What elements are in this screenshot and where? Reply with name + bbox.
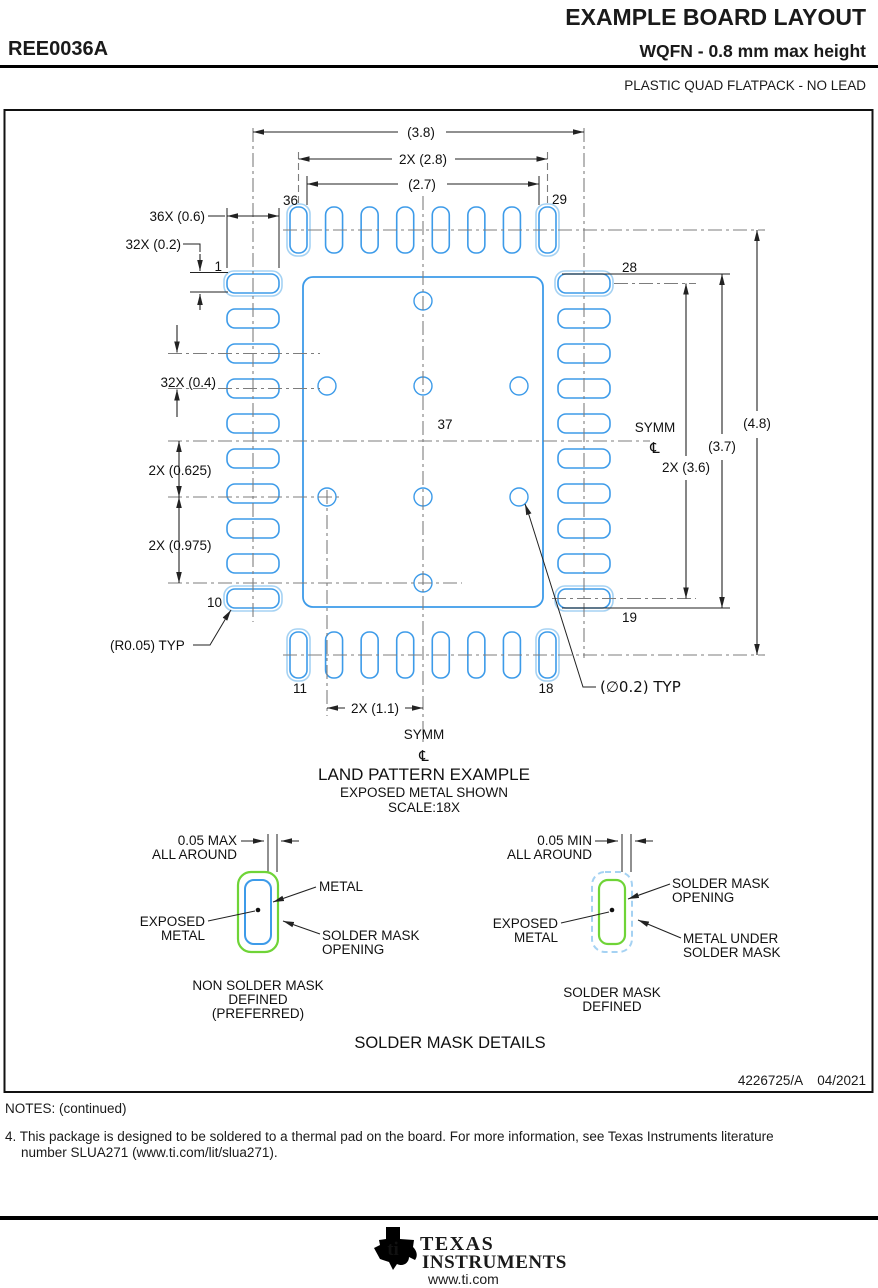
nsmd-exposed-line1: EXPOSED	[139, 914, 205, 929]
dim-3-7: (3.7)	[708, 439, 736, 454]
pin-19: 19	[622, 610, 638, 625]
nsmd-exposed-line2: METAL	[160, 928, 205, 943]
dim-2x-2-8: 2X (2.8)	[398, 152, 448, 167]
dim-2x-3-6: 2X (3.6)	[661, 460, 711, 475]
smd-tol-line1: 0.05 MIN	[537, 833, 592, 848]
pin-28: 28	[622, 260, 638, 275]
svg-text:ti: ti	[387, 1239, 399, 1260]
radius-typ-label: (R0.05) TYP	[110, 638, 185, 653]
land-pattern-pads	[224, 204, 613, 681]
via-dia-typ-label: (∅0.2) TYP	[600, 678, 681, 696]
note-4-line1: 4. This package is designed to be soldered to a thermal pad on the board. For more information, see Texas Instruments literature	[5, 1129, 774, 1144]
footer-divider	[0, 1216, 878, 1220]
thermal-via	[510, 377, 528, 395]
nsmd-detail	[140, 833, 420, 1021]
pin-37: 37	[437, 417, 453, 432]
package-type: PLASTIC QUAD FLATPACK - NO LEAD	[624, 78, 866, 93]
symm-right-centerline-icon: ℄	[650, 439, 660, 457]
smd-opening-line1: SOLDER MASK	[672, 876, 770, 891]
land-pattern-title: LAND PATTERN EXAMPLE	[318, 765, 530, 784]
dim-32x-0-2: 32X (0.2)	[125, 237, 181, 252]
dim-2x-0-975: 2X (0.975)	[148, 538, 212, 553]
dim-2x-0-625: 2X (0.625)	[148, 463, 212, 478]
dim-36x-0-6: 36X (0.6)	[149, 209, 205, 224]
dim-3-8: (3.8)	[407, 125, 435, 140]
doc-number	[738, 1073, 866, 1088]
nsmd-tol-line1: 0.05 MAX	[177, 833, 237, 848]
centerlines	[168, 128, 765, 745]
pin-29: 29	[552, 192, 568, 207]
footer-url: www.ti.com	[428, 1271, 499, 1287]
thermal-via	[510, 488, 528, 506]
smd-opening-line2: OPENING	[672, 890, 735, 905]
dim-4-8: (4.8)	[743, 416, 771, 431]
part-number: REE0036A	[8, 38, 109, 60]
land-pattern-subtitle: EXPOSED METAL SHOWN	[339, 785, 509, 800]
notes-heading: NOTES: (continued)	[5, 1101, 127, 1116]
note-4-line2: number SLUA271 (www.ti.com/lit/slua271).	[21, 1145, 278, 1160]
dim-2x-1-1: 2X (1.1)	[350, 701, 400, 716]
footer-brand-texas: TEXAS	[420, 1233, 495, 1255]
footer-brand-instruments: INSTRUMENTS	[422, 1252, 567, 1273]
smd-exposed-line1: EXPOSED	[492, 916, 558, 931]
doc-number-id: 4226725/A	[737, 1073, 804, 1088]
pin-10: 10	[206, 595, 222, 610]
smd-caption-line2: DEFINED	[582, 999, 642, 1014]
nsmd-metal-label: METAL	[319, 879, 364, 894]
symm-bottom-centerline-icon: ℄	[419, 747, 429, 765]
thermal-via	[318, 377, 336, 395]
pin-11: 11	[292, 681, 308, 696]
nsmd-tol-line2: ALL AROUND	[151, 847, 237, 862]
doc-number-date: 04/2021	[817, 1073, 866, 1088]
smd-metal-under-line1: METAL UNDER	[683, 931, 779, 946]
pin-36: 36	[282, 193, 298, 208]
nsmd-opening-line1: SOLDER MASK	[322, 928, 420, 943]
symm-bottom-label: SYMM	[403, 727, 445, 742]
nsmd-caption-line2: DEFINED	[228, 992, 288, 1007]
smd-metal-under-line2: SOLDER MASK	[683, 945, 781, 960]
page-title: EXAMPLE BOARD LAYOUT	[565, 4, 866, 30]
smd-tol-line2: ALL AROUND	[506, 847, 592, 862]
nsmd-caption-line3: (PREFERRED)	[211, 1006, 305, 1021]
land-pattern-scale: SCALE:18X	[387, 800, 461, 815]
smd-caption-line1: SOLDER MASK	[563, 985, 661, 1000]
pin-18: 18	[538, 681, 554, 696]
smd-exposed-line2: METAL	[513, 930, 558, 945]
nsmd-opening-line2: OPENING	[322, 942, 385, 957]
package-spec: WQFN - 0.8 mm max height	[639, 41, 866, 61]
ti-logo-icon	[372, 1226, 418, 1272]
pin-1: 1	[214, 259, 222, 274]
dim-2-7: (2.7)	[408, 177, 436, 192]
solder-mask-details-title: SOLDER MASK DETAILS	[354, 1034, 546, 1052]
smd-detail	[493, 833, 781, 1014]
symm-right-label: SYMM	[634, 420, 676, 435]
dim-32x-0-4: 32X (0.4)	[160, 375, 216, 390]
nsmd-caption-line1: NON SOLDER MASK	[192, 978, 324, 993]
